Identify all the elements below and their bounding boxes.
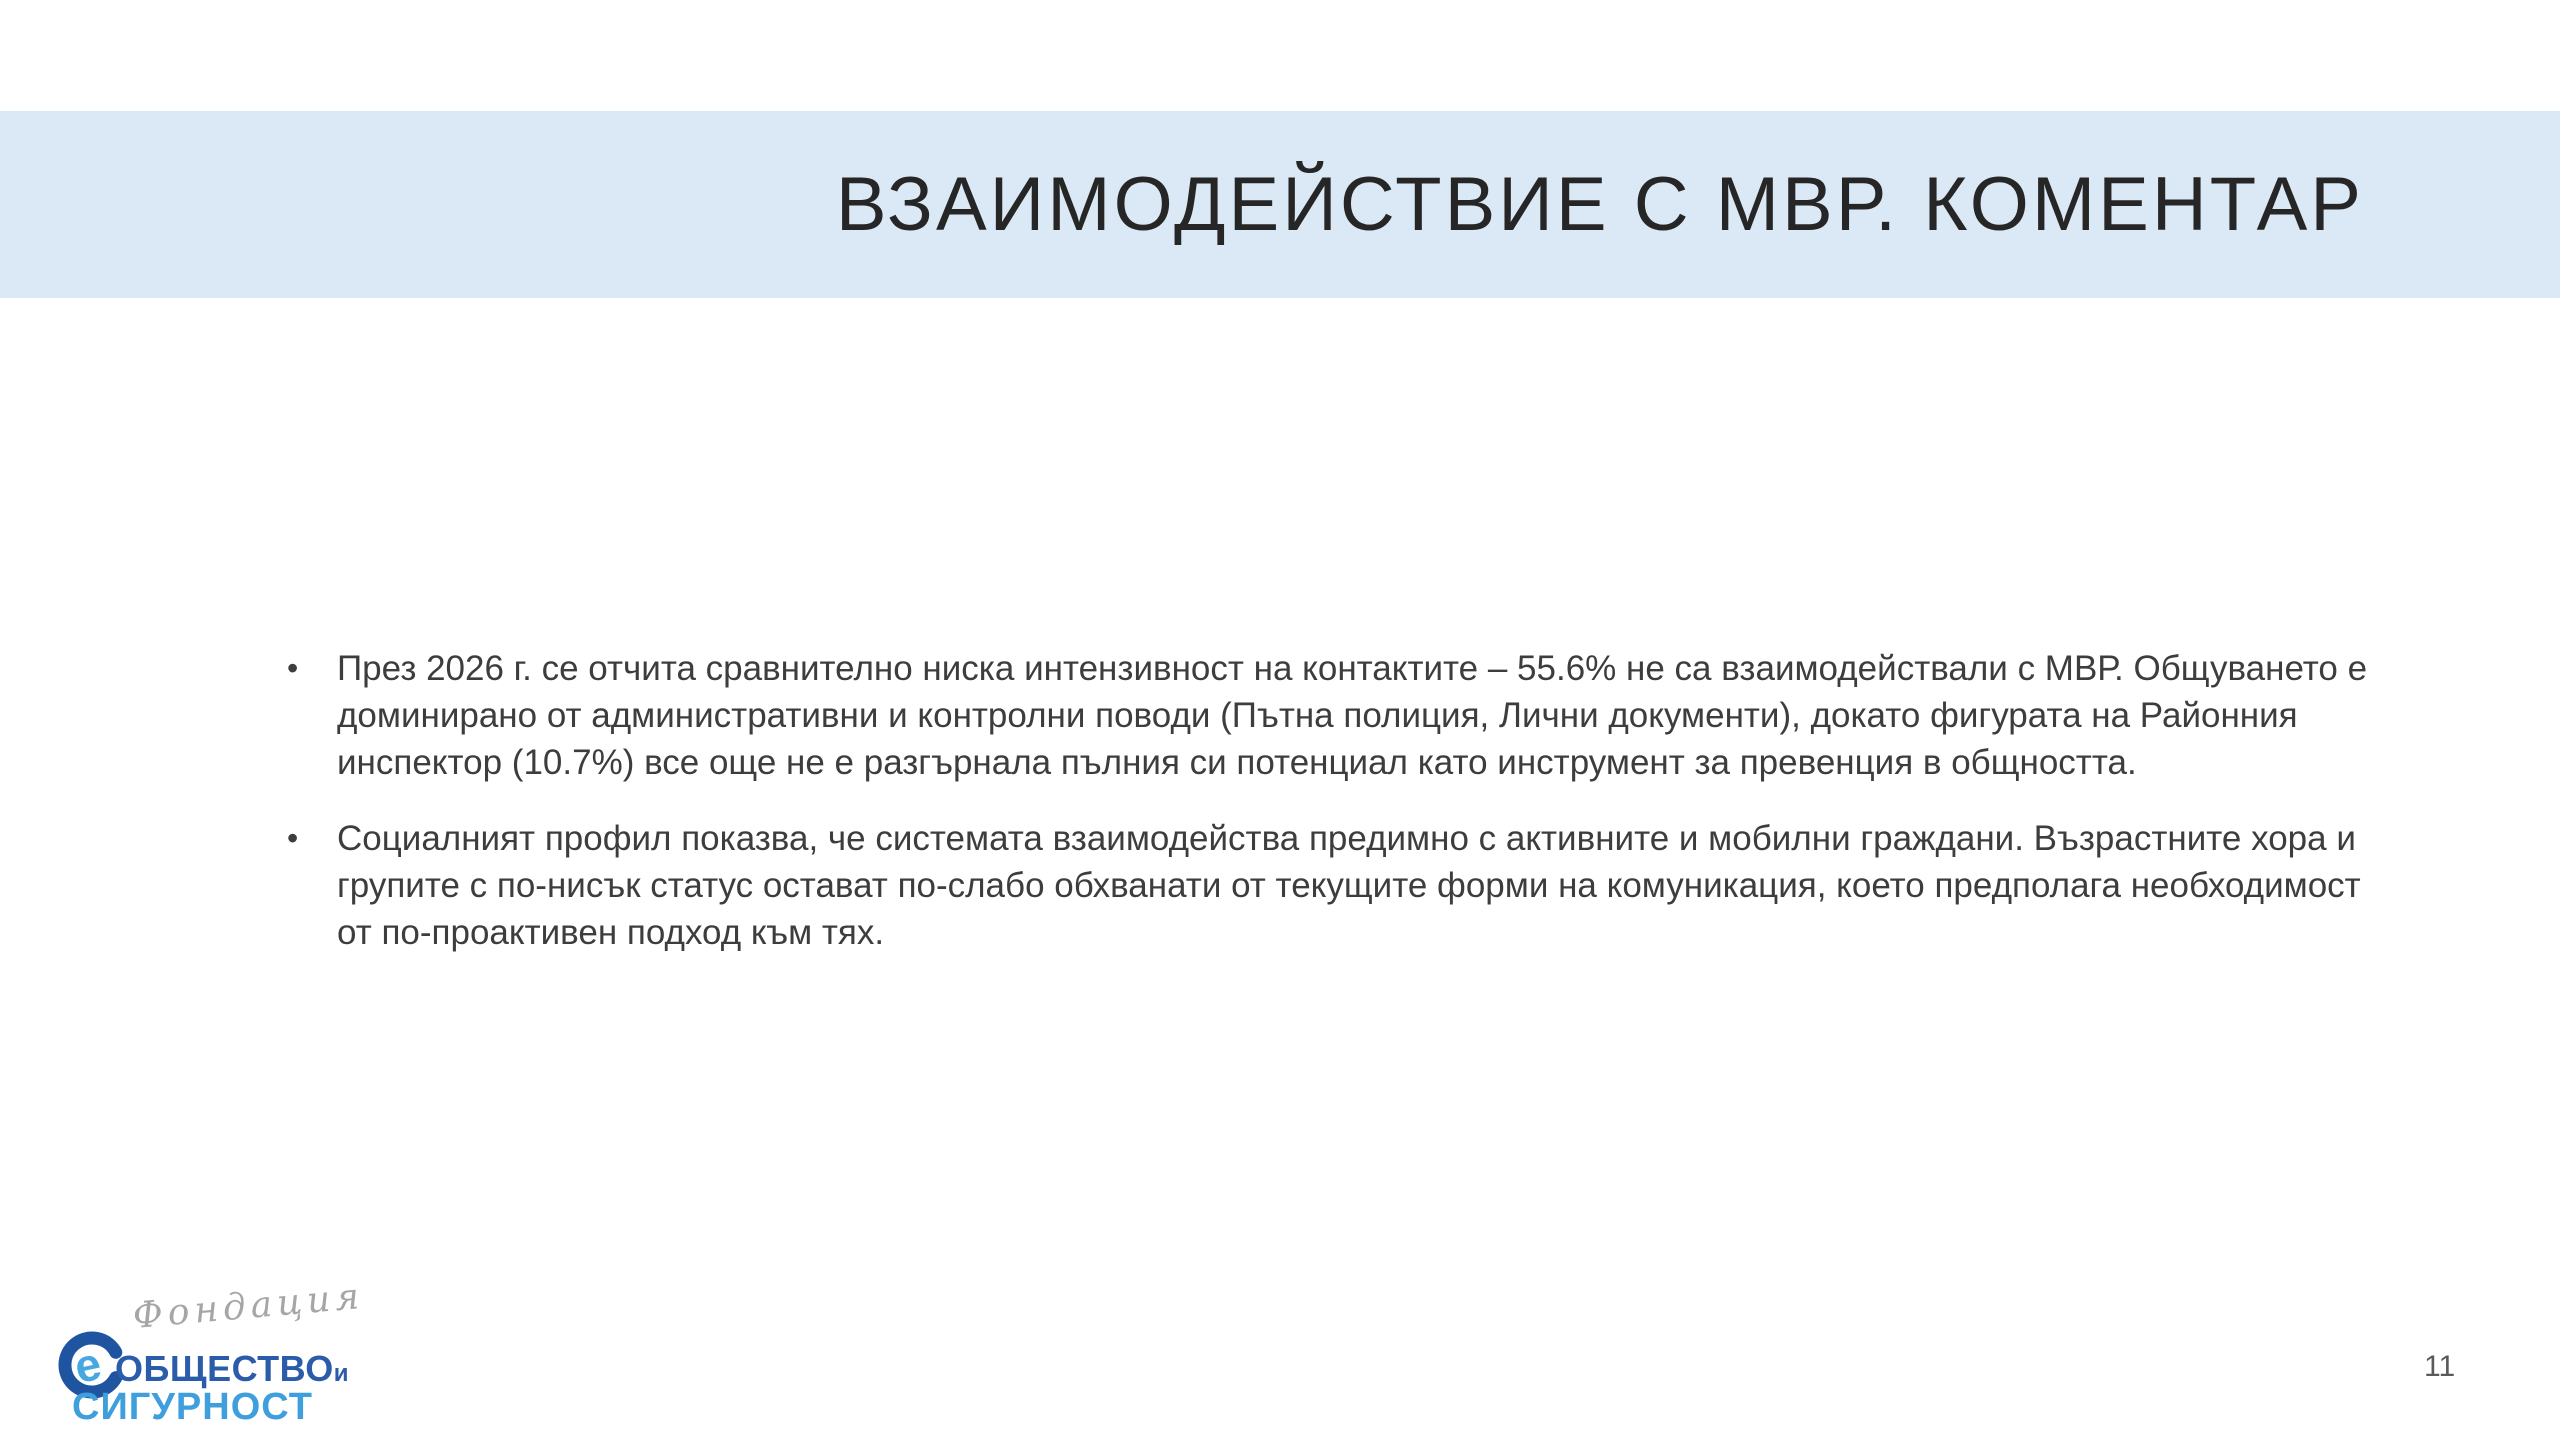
bullet-text: През 2026 г. се отчита сравнително ниска интензивност на контактите – 55.6% не са взаимодействали с МВР. Общуването е доминирано от административни и контролни поводи (Пътна полиция, Лични документи), докато фигурата на Районния инспектор (10.7%) все още не е разгърнала пълния си потенциал като инструмент за превенция в общността. [337, 649, 2368, 782]
logo-emblem-letter: е [69, 1336, 106, 1393]
bullet-list [287, 645, 2377, 985]
title-band [0, 111, 2560, 298]
bullet-text: Социалният профил показва, че системата взаимодейства предимно с активните и мобилни граждани. Възрастните хора и групите с по-нисък статус остават по-слабо обхванати от текущите форми на комуникация, което предполага необходимост от по-проактивен подход към тях. [337, 819, 2361, 952]
logo-line1-text: ОБЩЕСТВО [115, 1348, 334, 1389]
logo-line1-suffix: и [333, 1360, 350, 1387]
slide-title: ВЗАИМОДЕЙСТВИЕ С МВР. КОМЕНТАР [835, 162, 2364, 247]
foundation-logo [55, 1275, 375, 1430]
bullet-marker: • [287, 820, 299, 856]
bullet-item [287, 815, 2377, 956]
bullet-marker: • [287, 650, 299, 686]
logo-script-text: Фондация [131, 1275, 366, 1337]
bullet-item [287, 645, 2377, 786]
page-number: 11 [2424, 1350, 2456, 1383]
logo-line1 [115, 1348, 349, 1390]
logo-line2: СИГУРНОСТ [72, 1386, 313, 1428]
